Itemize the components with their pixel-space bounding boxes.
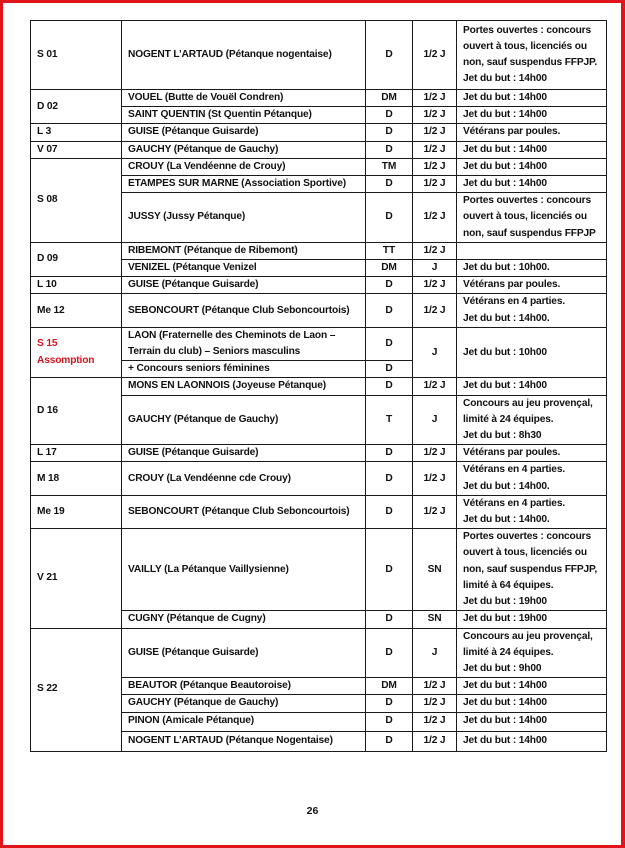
note-line: limité à 24 équipes.	[463, 646, 554, 658]
venue-cell: JUSSY (Jussy Pétanque)	[122, 193, 366, 243]
table-row	[31, 462, 607, 495]
duration-cell: 1/2 J	[413, 176, 457, 193]
venue-cell: GAUCHY (Pétanque de Gauchy)	[122, 141, 366, 158]
duration-cell: J	[413, 260, 457, 277]
type-cell: D	[366, 378, 413, 395]
note-line: Jet du but : 19h00	[463, 596, 547, 608]
type-cell: D	[366, 628, 413, 678]
note-cell	[457, 628, 607, 678]
type-cell: D	[366, 462, 413, 495]
venue-cell: CROUY (La Vendéenne cde Crouy)	[122, 462, 366, 495]
table-row	[31, 242, 607, 259]
date-cell: D 16	[31, 378, 122, 445]
note-cell	[457, 395, 607, 445]
venue-cell: SAINT QUENTIN (St Quentin Pétanque)	[122, 107, 366, 124]
duration-cell: 1/2 J	[413, 124, 457, 141]
duration-cell: 1/2 J	[413, 678, 457, 695]
venue-cell: GUISE (Pétanque Guisarde)	[122, 445, 366, 462]
note-line: Jet du but : 14h00.	[463, 312, 550, 324]
table-row	[31, 378, 607, 395]
duration-cell: 1/2 J	[413, 277, 457, 294]
note-cell	[457, 462, 607, 495]
date-cell: V 07	[31, 141, 122, 158]
venue-cell: SEBONCOURT (Pétanque Club Seboncourtois)	[122, 495, 366, 528]
date-cell: L 3	[31, 124, 122, 141]
table-row	[31, 327, 607, 360]
type-cell: DM	[366, 90, 413, 107]
note-cell	[457, 193, 607, 243]
venue-cell: VOUEL (Butte de Vouël Condren)	[122, 90, 366, 107]
note-line: non, sauf suspendus FFPJP.	[463, 57, 598, 68]
table-row	[31, 141, 607, 158]
venue-cell: SEBONCOURT (Pétanque Club Seboncourtois)	[122, 294, 366, 327]
type-cell: TT	[366, 242, 413, 259]
type-cell: D	[366, 361, 413, 378]
duration-cell: J	[413, 628, 457, 678]
date-cell: M 18	[31, 462, 122, 495]
note-line: limité à 64 équipes.	[463, 579, 554, 591]
note-line: Portes ouvertes : concours	[463, 531, 592, 543]
duration-cell: 1/2 J	[413, 107, 457, 124]
note-cell: Jet du but : 10h00.	[457, 260, 607, 277]
note-line: non, sauf suspendus FFPJP,	[463, 563, 598, 575]
type-cell: D	[366, 731, 413, 751]
note-line: Concours au jeu provençal,	[463, 397, 593, 409]
type-cell: DM	[366, 260, 413, 277]
duration-cell: 1/2 J	[413, 378, 457, 395]
table-row	[31, 294, 607, 327]
note-cell: Jet du but : 10h00	[457, 327, 607, 378]
type-cell: D	[366, 107, 413, 124]
date-cell: D 09	[31, 242, 122, 276]
note-cell	[457, 21, 607, 90]
type-cell: DM	[366, 678, 413, 695]
note-cell: Jet du but : 14h00	[457, 90, 607, 107]
note-line: ouvert à tous, licenciés ou	[463, 547, 587, 559]
venue-cell: CUGNY (Pétanque de Cugny)	[122, 611, 366, 628]
note-line: ouvert à tous, licenciés ou	[463, 211, 587, 223]
date-cell: L 10	[31, 277, 122, 294]
venue-cell: GUISE (Pétanque Guisarde)	[122, 277, 366, 294]
duration-cell: 1/2 J	[413, 462, 457, 495]
venue-cell: GAUCHY (Pétanque de Gauchy)	[122, 395, 366, 445]
duration-cell: 1/2 J	[413, 158, 457, 175]
type-cell: D	[366, 695, 413, 712]
type-cell: D	[366, 141, 413, 158]
note-cell: Vétérans par poules.	[457, 445, 607, 462]
note-line: Vétérans en 4 parties.	[463, 497, 566, 509]
type-cell: TM	[366, 158, 413, 175]
duration-cell: 1/2 J	[413, 731, 457, 751]
table-row	[31, 628, 607, 678]
competition-calendar-table	[30, 20, 607, 752]
venue-cell: VENIZEL (Pétanque Venizel	[122, 260, 366, 277]
note-cell: Vétérans par poules.	[457, 124, 607, 141]
duration-cell: 1/2 J	[413, 294, 457, 327]
type-cell: D	[366, 124, 413, 141]
duration-cell: J	[413, 395, 457, 445]
table-row	[31, 90, 607, 107]
venue-cell: GUISE (Pétanque Guisarde)	[122, 124, 366, 141]
date-cell: V 21	[31, 529, 122, 628]
duration-cell: 1/2 J	[413, 193, 457, 243]
date-cell: L 17	[31, 445, 122, 462]
note-cell: Jet du but : 14h00	[457, 678, 607, 695]
table-row	[31, 21, 607, 90]
note-cell	[457, 529, 607, 611]
venue-cell: PINON (Amicale Pétanque)	[122, 712, 366, 731]
duration-cell: 1/2 J	[413, 21, 457, 90]
type-cell: D	[366, 176, 413, 193]
note-line: Portes ouvertes : concours	[463, 24, 592, 36]
duration-cell: 1/2 J	[413, 695, 457, 712]
note-cell	[457, 294, 607, 327]
venue-cell: MONS EN LAONNOIS (Joyeuse Pétanque)	[122, 378, 366, 395]
venue-line: Terrain du club) – Seniors masculins	[128, 346, 301, 358]
type-cell: D	[366, 712, 413, 731]
venue-cell: CROUY (La Vendéenne de Crouy)	[122, 158, 366, 175]
note-line: Vétérans en 4 parties.	[463, 464, 566, 476]
type-cell: D	[366, 445, 413, 462]
note-line: Vétérans en 4 parties.	[463, 296, 566, 308]
type-cell: D	[366, 529, 413, 611]
duration-cell: 1/2 J	[413, 242, 457, 259]
date-cell: Me 12	[31, 294, 122, 327]
date-label: S 15	[37, 338, 58, 350]
type-cell: T	[366, 395, 413, 445]
table-row	[31, 529, 607, 611]
type-cell: D	[366, 495, 413, 528]
note-cell: Jet du but : 14h00	[457, 141, 607, 158]
note-cell: Jet du but : 14h00	[457, 176, 607, 193]
note-cell: Jet du but : 14h00	[457, 378, 607, 395]
venue-cell: NOGENT L’ARTAUD (Pétanque nogentaise)	[122, 21, 366, 90]
table-row	[31, 445, 607, 462]
type-cell: D	[366, 294, 413, 327]
venue-cell: NOGENT L’ARTAUD (Pétanque Nogentaise)	[122, 731, 366, 751]
note-cell: Jet du but : 19h00	[457, 611, 607, 628]
venue-cell: RIBEMONT (Pétanque de Ribemont)	[122, 242, 366, 259]
date-cell: S 01	[31, 21, 122, 90]
date-cell-holiday	[31, 327, 122, 378]
type-cell: D	[366, 193, 413, 243]
note-line: ouvert à tous, licenciés ou	[463, 40, 587, 52]
date-cell: S 22	[31, 628, 122, 751]
duration-cell: 1/2 J	[413, 445, 457, 462]
note-line: limité à 24 équipes.	[463, 413, 554, 425]
venue-cell: GUISE (Pétanque Guisarde)	[122, 628, 366, 678]
type-cell: D	[366, 21, 413, 90]
venue-line: LAON (Fraternelle des Cheminots de Laon –	[128, 329, 336, 341]
note-line: Jet du but : 14h00	[463, 73, 547, 85]
note-cell	[457, 242, 607, 259]
note-cell: Jet du but : 14h00	[457, 695, 607, 712]
duration-cell: 1/2 J	[413, 90, 457, 107]
note-line: Jet du but : 14h00.	[463, 480, 550, 492]
venue-cell: + Concours seniors féminines	[122, 361, 366, 378]
table-row	[31, 495, 607, 528]
venue-cell: ETAMPES SUR MARNE (Association Sportive)	[122, 176, 366, 193]
note-cell: Jet du but : 14h00	[457, 731, 607, 751]
note-cell: Jet du but : 14h00	[457, 712, 607, 731]
table-row	[31, 124, 607, 141]
table-row	[31, 277, 607, 294]
table-row	[31, 158, 607, 175]
venue-cell: VAILLY (La Pétanque Vaillysienne)	[122, 529, 366, 611]
duration-cell: 1/2 J	[413, 712, 457, 731]
type-cell: D	[366, 327, 413, 360]
venue-cell: BEAUTOR (Pétanque Beautoroise)	[122, 678, 366, 695]
date-cell: S 08	[31, 158, 122, 242]
venue-cell	[122, 327, 366, 360]
duration-cell: J	[413, 327, 457, 378]
date-cell: D 02	[31, 90, 122, 124]
note-cell	[457, 495, 607, 528]
note-cell: Vétérans par poules.	[457, 277, 607, 294]
type-cell: D	[366, 611, 413, 628]
note-line: Concours au jeu provençal,	[463, 630, 593, 642]
note-line: Jet du but : 8h30	[463, 430, 542, 442]
date-cell: Me 19	[31, 495, 122, 528]
duration-cell: SN	[413, 529, 457, 611]
duration-cell: 1/2 J	[413, 141, 457, 158]
duration-cell: 1/2 J	[413, 495, 457, 528]
note-line: Jet du but : 14h00.	[463, 514, 550, 526]
note-cell: Jet du but : 14h00	[457, 158, 607, 175]
note-line: Portes ouvertes : concours	[463, 195, 592, 207]
duration-cell: SN	[413, 611, 457, 628]
page-number: 26	[306, 805, 319, 817]
note-line: non, sauf suspendus FFPJP	[463, 227, 596, 239]
venue-cell: GAUCHY (Pétanque de Gauchy)	[122, 695, 366, 712]
note-cell: Jet du but : 14h00	[457, 107, 607, 124]
note-line: Jet du but : 9h00	[463, 662, 542, 674]
type-cell: D	[366, 277, 413, 294]
holiday-label: Assomption	[37, 354, 95, 366]
